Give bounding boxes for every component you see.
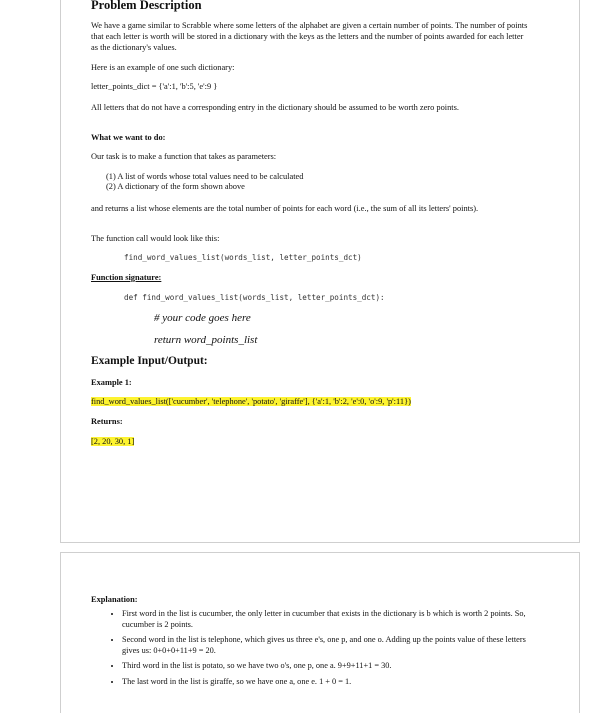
task-intro-text: Our task is to make a function that takes as parameters: — [91, 152, 277, 161]
example-1-input-highlight: find_word_values_list(['cucumber', 'telephone', 'potato', 'giraffe'], {'a':1, 'b':2, 'e':0, 'o':9, 'p':11}) — [91, 397, 411, 406]
param-item-2: (2) A dictionary of the form shown above — [106, 182, 245, 191]
param-item-1: (1) A list of words whose total values need to be calculated — [106, 172, 304, 181]
explanation-label: Explanation: — [91, 595, 138, 604]
what-we-want-heading: What we want to do: — [91, 133, 166, 142]
explanation-item: • Third word in the list is potato, so we have two o's, one p, one a. 9+9+11+1 = 30. — [122, 661, 542, 672]
explanation-item: • First word in the list is cucumber, the only letter in cucumber that exists in the dictionary is b which is worth 2 points. So, cucumber is 2 points. — [122, 609, 542, 630]
explanation-item: • Second word in the list is telephone, which gives us three e's, one p, and one o. Adding up the points value of these letters gives us: 0+0+0+11+9 = 20. — [122, 635, 542, 656]
function-signature-heading: Function signature: — [91, 273, 162, 282]
code-comment: # your code goes here — [154, 312, 251, 324]
returns-description: and returns a list whose elements are the total number of points for each word (i.e., the sum of all its letters' points). — [91, 204, 479, 213]
returns-value-highlight: [2, 20, 30, 1] — [91, 437, 135, 446]
call-intro-text: The function call would look like this: — [91, 234, 220, 243]
explanation-item: • The last word in the list is giraffe, so we have one a, one e. 1 + 0 = 1. — [122, 677, 542, 688]
problem-description-heading: Problem Description — [91, 0, 202, 12]
page-2 — [60, 552, 580, 713]
example-1-label: Example 1: — [91, 378, 132, 387]
zero-note-paragraph: All letters that do not have a corresponding entry in the dictionary should be assumed to be worth zero points. — [91, 103, 459, 112]
signature-code: def find_word_values_list(words_list, letter_points_dct): — [124, 293, 385, 302]
returns-value — [91, 437, 134, 446]
call-code: find_word_values_list(words_list, letter_points_dct) — [124, 253, 362, 262]
page-1 — [60, 0, 580, 543]
returns-label: Returns: — [91, 417, 123, 426]
example-1-input — [91, 397, 411, 406]
explanation-list — [106, 609, 542, 692]
intro-paragraph: We have a game similar to Scrabble where some letters of the alphabet are given a certain number of points. The number of points that each letter is worth will be stored in a dictionary with the keys as the letters and the number of points awarded for each letter as the dictionary's values. — [91, 21, 528, 52]
example-io-heading: Example Input/Output: — [91, 355, 208, 367]
example-intro-text: Here is an example of one such dictionary: — [91, 63, 235, 72]
code-return: return word_points_list — [154, 334, 258, 346]
dict-example-text: letter_points_dict = {'a':1, 'b':5, 'e':9 } — [91, 82, 218, 91]
